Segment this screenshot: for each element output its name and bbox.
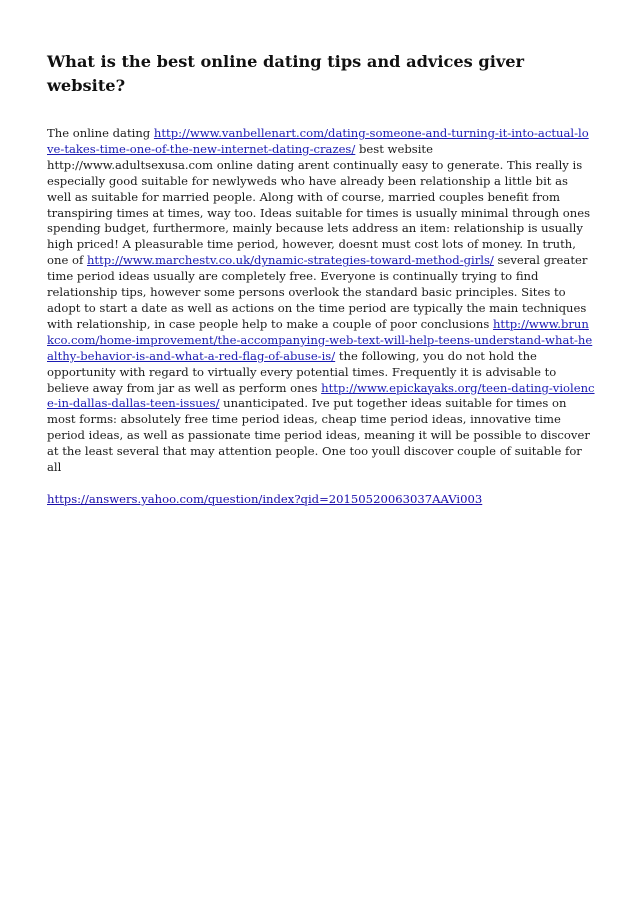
- inline-link[interactable]: http://www.brunkco.com/home-improvement/the-accompanying-web-text-will-help-teens-understand-what-healthy-behavior-is-and-what-a-red-flag-of-abuse-is/: [47, 316, 593, 363]
- body-text-segment: the following, you do not hold the opportunity with regard to virtually every potential times. Frequently it is advisable to believe away from jar as well as perform ones: [47, 348, 557, 395]
- inline-link[interactable]: http://www.vanbellenart.com/dating-someone-and-turning-it-into-actual-love-takes-time-one-of-the-new-internet-dating-crazes/: [47, 126, 589, 156]
- inline-link[interactable]: http://www.epickayaks.org/teen-dating-violence-in-dallas-dallas-teen-issues/: [47, 380, 595, 411]
- inline-link[interactable]: http://www.marchestv.co.uk/dynamic-strategies-toward-method-girls/: [86, 253, 494, 268]
- body-text-segment: best website http://www.adultsexusa.com online dating arent continually easy to generate. This really is especially good suitable for newlyweds who have already been relationship a little bit as well as suitable for married people. Along with of course, married couples benefit from transpiring times at times, way too. Ideas suitable for times is usually minimal through ones spending budget, furthermore, mainly because lets address an item: relationship is usually high priced! A pleasurable time period, however, doesnt must cost lots of money. In truth, one of: [47, 141, 591, 268]
- document-title: What is the best online dating tips and advices giver website?: [47, 52, 525, 95]
- source-link[interactable]: https://answers.yahoo.com/question/index?qid=20150520063037AAVi003: [47, 491, 483, 506]
- body-text-segment: The online dating: [47, 126, 154, 140]
- body-text-segment: unanticipated. Ive put together ideas suitable for times on most forms: absolutely free time period ideas, cheap time period ideas, innovative time period ideas, as well as passionate time period ideas, meaning it will be possible to discover at the least several that may attention people. One too youll discover couple of suitable for all: [47, 396, 590, 475]
- source-link-wrapper: [47, 492, 595, 508]
- body-paragraph: [47, 126, 595, 476]
- document-page: [47, 50, 595, 508]
- body-text-segment: several greater time period ideas usually are completely free. Everyone is continually trying to find relationship tips, however some persons overlook the standard basic principles. Sites to adopt to start a date as well as actions on the time period are typically the main techniques with relationship, in case people help to make a couple of poor conclusions: [47, 253, 588, 331]
